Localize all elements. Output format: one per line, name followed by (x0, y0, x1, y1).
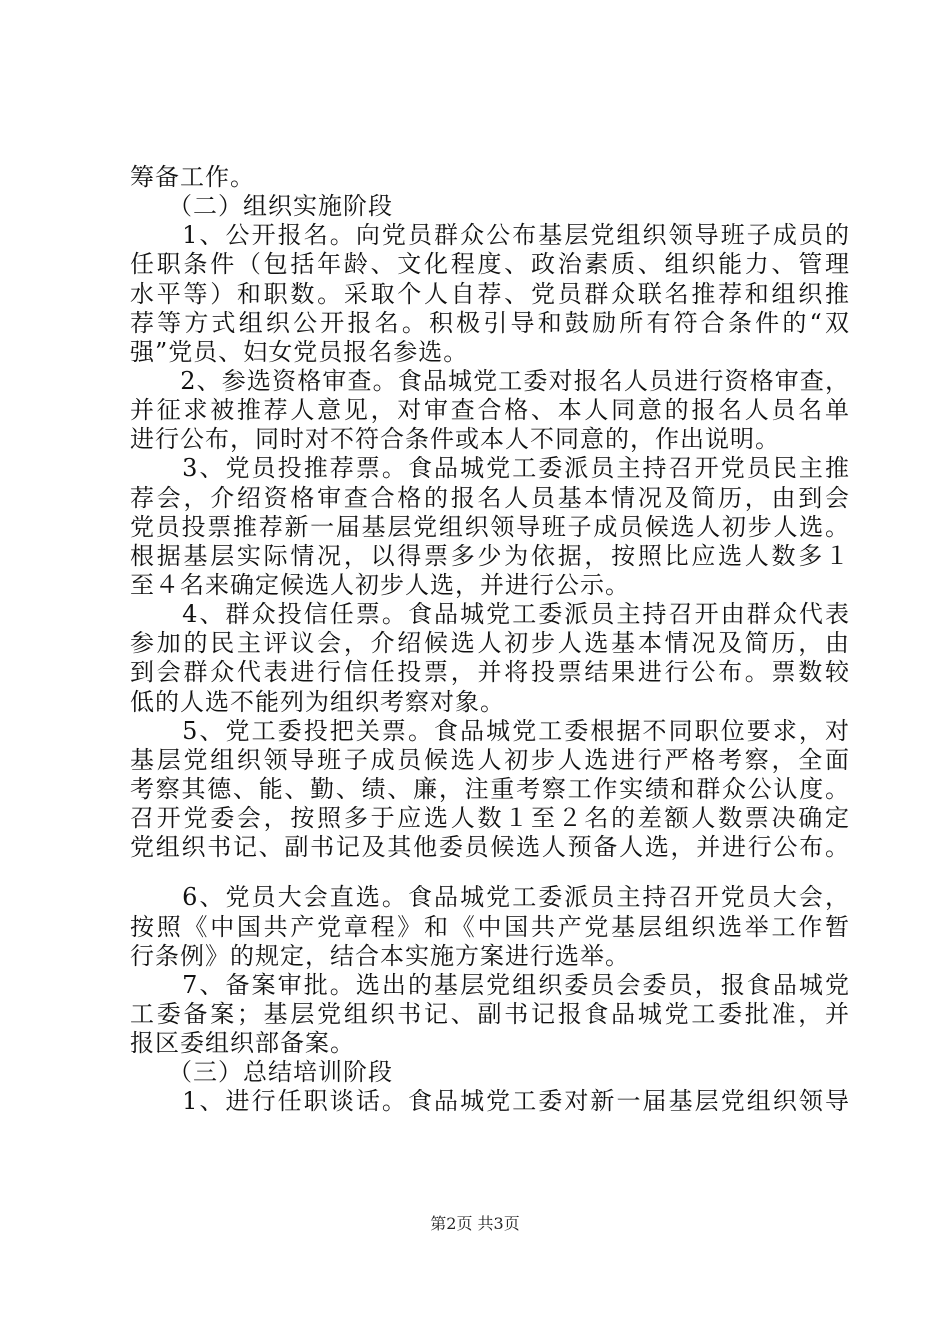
text-line: 报区委组织部备案。 (130, 1029, 355, 1057)
text-line: 召开党委会，按照多于应选人数１至２名的差额人数票决确定 (130, 804, 850, 832)
page-footer: 第2页 共3页 (430, 1214, 520, 1233)
text-line: 党员投票推荐新一届基层党组织领导班子成员候选人初步人选。 (130, 513, 850, 541)
text-line: 工委备案；基层党组织书记、副书记报食品城党工委批准，并 (130, 1000, 850, 1028)
text-line: 进行公布，同时对不符合条件或本人不同意的，作出说明。 (130, 425, 780, 453)
text-line: 到会群众代表进行信任投票，并将投票结果进行公布。票数较 (130, 658, 850, 686)
text-line: 5、党工委投把关票。食品城党工委根据不同职位要求，对 (130, 717, 850, 745)
text-line: 6、党员大会直选。食品城党工委派员主持召开党员大会， (130, 883, 850, 911)
text-line: 至４名来确定候选人初步人选，并进行公示。 (130, 571, 630, 599)
text-line: 任职条件（包括年龄、文化程度、政治素质、组织能力、管理 (130, 250, 850, 278)
text-line: 行条例》的规定，结合本实施方案进行选举。 (130, 942, 630, 970)
text-line: 低的人选不能列为组织考察对象。 (130, 688, 505, 716)
text-line: 参加的民主评议会，介绍候选人初步人选基本情况及简历，由 (130, 629, 850, 657)
text-line: 考察其德、能、勤、绩、廉，注重考察工作实绩和群众公认度。 (130, 775, 850, 803)
text-line: 基层党组织领导班子成员候选人初步人选进行严格考察，全面 (130, 746, 850, 774)
text-line: 根据基层实际情况，以得票多少为依据，按照比应选人数多１ (130, 542, 850, 570)
text-line: 1、公开报名。向党员群众公布基层党组织领导班子成员的 (130, 221, 850, 249)
section-heading: （三）总结培训阶段 (130, 1058, 393, 1086)
text-line: 荐等方式组织公开报名。积极引导和鼓励所有符合条件的“双 (130, 309, 850, 337)
text-line: 7、备案审批。选出的基层党组织委员会委员，报食品城党 (130, 971, 850, 999)
text-line: 荐会，介绍资格审查合格的报名人员基本情况及简历，由到会 (130, 484, 850, 512)
text-line: 党组织书记、副书记及其他委员候选人预备人选，并进行公布。 (130, 833, 850, 861)
text-line: 1、进行任职谈话。食品城党工委对新一届基层党组织领导 (130, 1087, 850, 1115)
text-line: 并征求被推荐人意见，对审查合格、本人同意的报名人员名单 (130, 396, 850, 424)
text-line: 按照《中国共产党章程》和《中国共产党基层组织选举工作暂 (130, 913, 850, 941)
text-line: 筹备工作。 (130, 163, 255, 191)
section-heading: （二）组织实施阶段 (130, 192, 393, 220)
text-line: 3、党员投推荐票。食品城党工委派员主持召开党员民主推 (130, 454, 850, 482)
text-line: 水平等）和职数。采取个人自荐、党员群众联名推荐和组织推 (130, 280, 850, 308)
text-line: 2、参选资格审查。食品城党工委对报名人员进行资格审查， (130, 367, 850, 395)
text-line: 强”党员、妇女党员报名参选。 (130, 338, 469, 366)
text-line: 4、群众投信任票。食品城党工委派员主持召开由群众代表 (130, 600, 850, 628)
